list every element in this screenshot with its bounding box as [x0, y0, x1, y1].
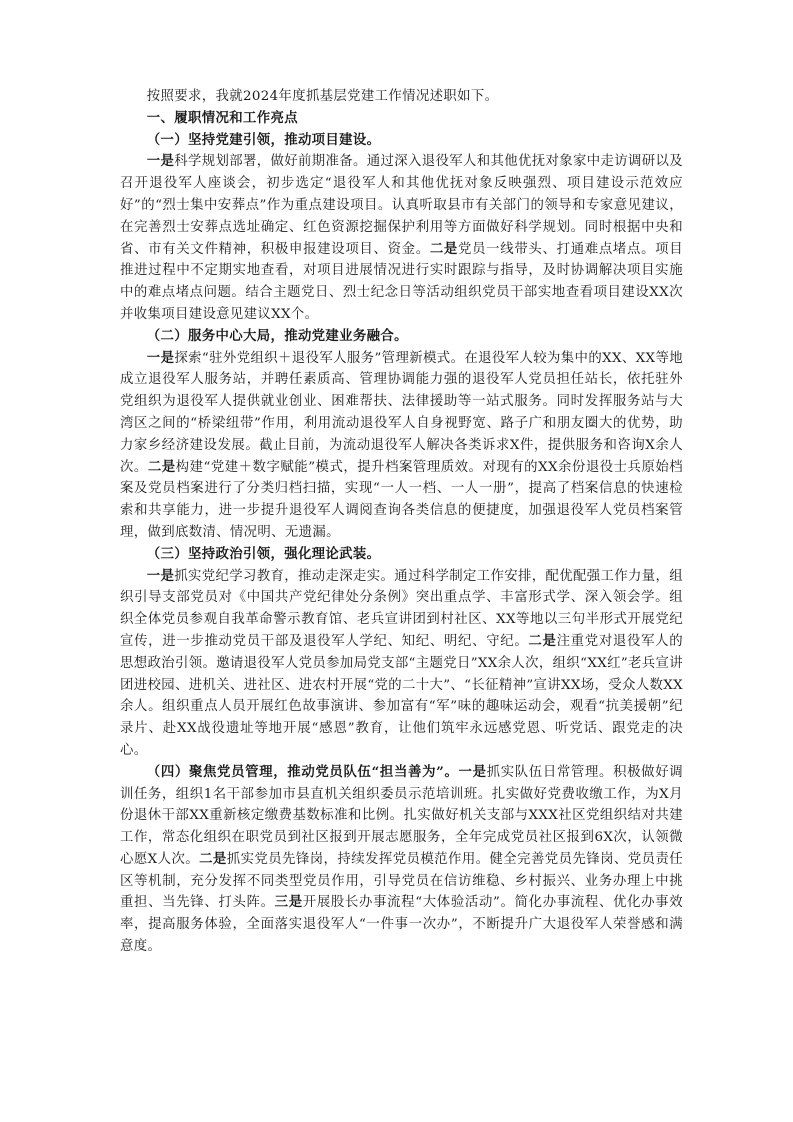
- body-text: 探索“驻外党组织＋退役军人服务”管理新模式。在退役军人较为集中的XX、XX等地成立退役军人服务站，并聘任素质高、管理协调能力强的退役军人党员担任站长，依托驻外党组织为退役军人提供就业创业、困难帮扶、法律援助等一站式服务。同时发挥服务站与大湾区之间的“桥梁纽带”作用，利用流动退役军人自身视野宽、路子广和朋友圈大的优势，助力家乡经济建设发展。截止目前，为流动退役军人解决各类诉求X件，提供服务和咨询X余人次。: [120, 350, 683, 475]
- subsection-heading-1: （一）坚持党建引领，推动项目建设。: [146, 131, 381, 148]
- section-heading-1: 一、履职情况和工作亮点: [146, 109, 298, 126]
- subsection-2-body: [120, 348, 683, 544]
- body-text: 党员一线带头、打通难点堵点。项目推进过程中不定期实地查看，对项目进展情况进行实时跟踪与指导，及时协调解决项目实施中的难点堵点问题。结合主题党日、烈士纪念日等活动组织党员干部实地查看项目建设XX次并收集项目建设意见建议XX个。: [120, 241, 683, 322]
- lead-second: 二是: [429, 240, 458, 257]
- body-text: 抓实党纪学习教育，推动走深走实。通过科学制定工作安排，配优配强工作力量，组织引导支部党员对《中国共产党纪律处分条例》突出重点学、丰富形式学、深入领会学。组织全体党员参观自我革命警示教育馆、老兵宣讲团到村社区、XX等地以三句半形式开展党纪宣传，进一步推动党员干部及退役军人学纪、知纪、明纪、守纪。: [120, 568, 683, 649]
- subsection-heading-4: （四）聚焦党员管理，推动党员队伍“担当善为”。: [146, 763, 459, 780]
- lead-second: 二是: [199, 850, 227, 867]
- body-text: 开展股长办事流程“大体验活动”。简化办事流程、优化办事效率，提高服务体验，全面落实退役军人“一件事一次办”，不断提升广大退役军人荣誉感和满意度。: [120, 895, 683, 955]
- lead-first: 一是: [458, 763, 487, 780]
- subsection-1-body: [120, 151, 683, 325]
- body-text: 科学规划部署，做好前期准备。通过深入退役军人和其他优抚对象家中走访调研以及召开退役军人座谈会，初步选定“退役军人和其他优抚对象反映强烈、项目建设示范效应好”的“烈士集中安葬点”作为重点建设项目。认真听取县市有关部门的领导和专家意见建议，在完善烈士安葬点选址确定、红色资源挖掘保护利用等方面做好科学规划。同时根据中央和省、市有关文件精神，积极申报建设项目、资金。: [120, 154, 683, 257]
- lead-third: 三是: [274, 894, 303, 911]
- intro-paragraph: 按照要求，我就2024年度抓基层党建工作情况述职如下。: [146, 89, 499, 104]
- lead-second: 二是: [147, 458, 176, 475]
- body-text: 抓实党员先锋岗，持续发挥党员模范作用。健全完善党员先锋岗、党员责任区等机制，充分发挥不同类型党员作用，引导党员在信访维稳、乡村振兴、业务办理上中挑重担、当先锋、打头阵。: [120, 851, 683, 911]
- lead-second: 二是: [528, 632, 557, 649]
- lead-first: 一是: [146, 153, 175, 170]
- lead-first: 一是: [146, 567, 175, 584]
- body-text: 注重党对退役军人的思想政治引领。邀请退役军人党员参加局党支部“主题党日”XX余人次，组织“XX红”老兵宣讲团进校园、进机关、进社区、进农村开展“党的二十大”、“长征精神”宣讲XX场，受众人数XX余人。组织重点人员开展红色故事演讲、参加富有“军”味的趣味运动会，观看“抗美援朝”纪录片、赴XX战役遗址等地开展“感恩”教育，让他们筑牢永远感党恩、听党话、跟党走的决心。: [120, 633, 683, 758]
- subsection-4-body: [120, 762, 683, 958]
- document-page: [120, 86, 683, 958]
- subsection-heading-2: （二）服务中心大局，推动党建业务融合。: [146, 327, 408, 344]
- subsection-3-body: [120, 566, 683, 762]
- body-text: 抓实队伍日常管理。积极做好调训任务，组织1名干部参加市县直机关组织委员示范培训班。扎实做好党费收缴工作，为X月份退休干部XX重新核定缴费基数标准和比例。扎实做好机关支部与XXX社区党组织结对共建工作，常态化组织在职党员到社区报到开展志愿服务，全年完成党员社区报到6X次，认领微心愿X人次。: [120, 764, 684, 867]
- subsection-heading-3: （三）坚持政治引领，强化理论武装。: [146, 545, 381, 562]
- body-text: 构建“党建＋数字赋能”模式，提升档案管理质效。对现有的XX余份退役士兵原始档案及党员档案进行了分类归档扫描，实现“一人一档、一人一册”，提高了档案信息的快速检索和共享能力，进一步提升退役军人调阅查询各类信息的便捷度，加强退役军人党员档案管理，做到底数清、情况明、无遗漏。: [120, 459, 684, 540]
- lead-first: 一是: [146, 349, 175, 366]
